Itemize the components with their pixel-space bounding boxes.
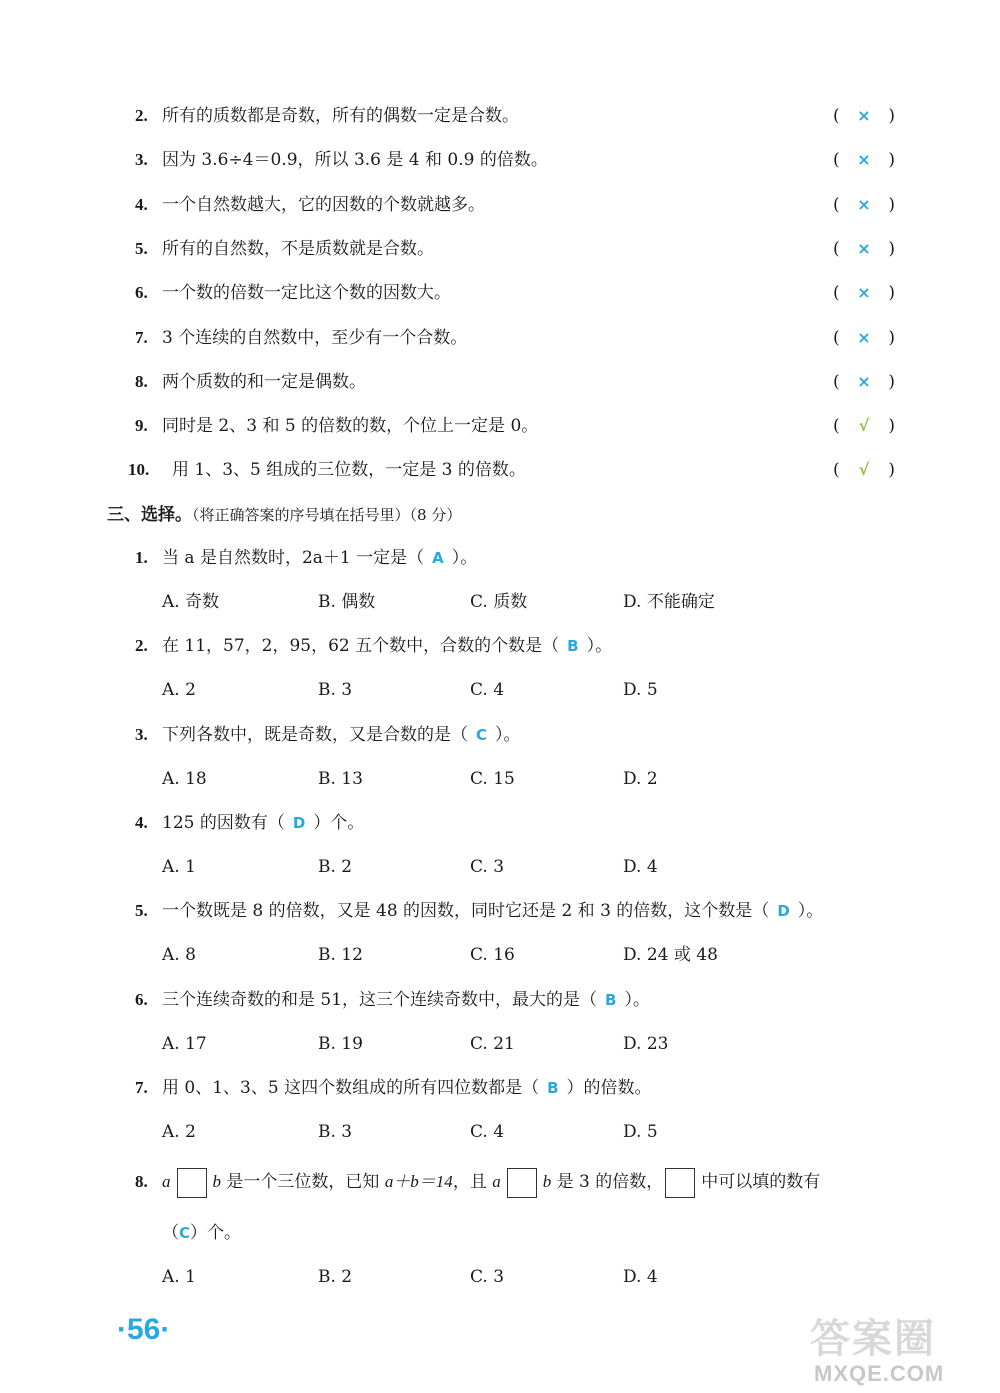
option-c: C. 4 xyxy=(470,680,505,700)
option-d: D. 不能确定 xyxy=(623,592,715,612)
statement-text: 两个质数的和一定是偶数。 xyxy=(162,372,366,392)
left-paren: ( xyxy=(833,372,840,392)
question-text xyxy=(162,720,521,750)
option-b: B. 12 xyxy=(318,945,363,965)
option-d: D. 24 或 48 xyxy=(623,945,718,965)
left-paren: ( xyxy=(833,150,840,170)
section-title: 三、选择。 xyxy=(107,505,192,525)
question-text xyxy=(162,1218,241,1248)
item-number: 2. xyxy=(135,106,148,125)
option-d: D. 23 xyxy=(623,1034,669,1054)
judgment-row xyxy=(0,411,1000,441)
q8-part2: ，且 xyxy=(452,1172,487,1192)
question-text xyxy=(162,631,612,661)
option-a: A. 2 xyxy=(162,1122,196,1142)
item-number: 3. xyxy=(135,150,148,169)
cross-mark-icon: × xyxy=(857,106,871,125)
item-number: 8. xyxy=(135,372,148,391)
question-options xyxy=(0,1117,1000,1147)
question-text xyxy=(162,985,650,1015)
answer-letter: B xyxy=(605,991,617,1009)
right-paren: ) xyxy=(888,283,895,303)
option-b: B. 3 xyxy=(318,1122,353,1142)
blank-box xyxy=(665,1168,695,1198)
question-7 xyxy=(0,1073,1000,1103)
question-1 xyxy=(0,543,1000,573)
cross-mark-icon: × xyxy=(857,372,871,391)
judgment-row xyxy=(0,367,1000,397)
option-c: C. 3 xyxy=(470,857,505,877)
option-b: B. 2 xyxy=(318,857,353,877)
right-paren: ) xyxy=(888,106,895,126)
question-stem-end: ）。 xyxy=(451,548,478,568)
q8-line2-post: ）个。 xyxy=(190,1223,242,1243)
blank-box xyxy=(177,1168,207,1198)
option-a: A. 1 xyxy=(162,1267,196,1287)
question-8-line2 xyxy=(0,1218,1000,1248)
question-3 xyxy=(0,720,1000,750)
option-d: D. 5 xyxy=(623,1122,658,1142)
option-c: C. 4 xyxy=(470,1122,505,1142)
cross-mark-icon: × xyxy=(857,283,871,302)
option-a: A. 8 xyxy=(162,945,196,965)
q8-line2-pre: （ xyxy=(162,1223,179,1243)
question-stem: 一个数既是 8 的倍数，又是 48 的因数，同时它还是 2 和 3 的倍数，这个数是（ xyxy=(162,901,770,921)
cross-mark-icon: × xyxy=(857,239,871,258)
question-stem: 三个连续奇数的和是 51，这三个连续奇数中，最大的是（ xyxy=(162,990,598,1010)
question-stem-end: ）个。 xyxy=(313,813,365,833)
judgment-row xyxy=(0,190,1000,220)
option-a: A. 17 xyxy=(162,1034,207,1054)
question-4 xyxy=(0,808,1000,838)
var-a: a xyxy=(492,1172,501,1191)
cross-mark-icon: × xyxy=(857,195,871,214)
question-text xyxy=(162,543,477,573)
cross-mark-icon: × xyxy=(857,328,871,347)
answer-letter: D xyxy=(777,902,790,920)
right-paren: ) xyxy=(888,328,895,348)
question-number: 4. xyxy=(135,813,148,832)
question-2 xyxy=(0,631,1000,661)
left-paren: ( xyxy=(833,416,840,436)
question-options xyxy=(0,675,1000,705)
section-note: （将正确答案的序号填在括号里）（8 分） xyxy=(192,506,462,524)
question-stem: 下列各数中，既是奇数，又是合数的是（ xyxy=(162,725,468,745)
right-paren: ) xyxy=(888,372,895,392)
question-stem-end: ）。 xyxy=(624,990,650,1010)
option-d: D. 4 xyxy=(623,1267,658,1287)
answer-letter: B xyxy=(567,637,579,655)
statement-text: 因为 3.6÷4＝0.9，所以 3.6 是 4 和 0.9 的倍数。 xyxy=(162,150,548,170)
q8-part1: 是一个三位数，已知 xyxy=(226,1172,380,1192)
question-stem: 当 a 是自然数时，2a＋1 一定是（ xyxy=(162,548,425,568)
question-text xyxy=(162,1167,820,1198)
check-mark-icon: √ xyxy=(858,460,870,479)
judgment-row xyxy=(0,234,1000,264)
left-paren: ( xyxy=(833,239,840,259)
option-b: B. 3 xyxy=(318,680,353,700)
q8-part4: 中可以填的数有 xyxy=(701,1172,821,1192)
question-5 xyxy=(0,896,1000,926)
option-a: A. 奇数 xyxy=(162,592,220,612)
question-stem: 用 0、1、3、5 这四个数组成的所有四位数都是（ xyxy=(162,1078,540,1098)
watermark-text: 答案圈 xyxy=(810,1316,936,1362)
question-6 xyxy=(0,985,1000,1015)
right-paren: ) xyxy=(888,239,895,259)
judgment-row xyxy=(0,278,1000,308)
check-mark-icon: √ xyxy=(858,416,870,435)
statement-text: 用 1、3、5 组成的三位数，一定是 3 的倍数。 xyxy=(172,460,526,480)
q8-equation: a＋b＝14 xyxy=(384,1172,453,1191)
blank-box xyxy=(507,1168,537,1198)
answer-letter: C xyxy=(179,1224,191,1242)
option-a: A. 1 xyxy=(162,857,196,877)
question-number: 8. xyxy=(135,1172,148,1191)
option-c: C. 21 xyxy=(470,1034,515,1054)
left-paren: ( xyxy=(833,460,840,480)
answer-letter: C xyxy=(476,726,488,744)
question-number: 5. xyxy=(135,901,148,920)
question-8-options xyxy=(0,1262,1000,1292)
question-options xyxy=(0,587,1000,617)
option-b: B. 19 xyxy=(318,1034,363,1054)
item-number: 9. xyxy=(135,416,148,435)
cross-mark-icon: × xyxy=(857,150,871,169)
judgment-row xyxy=(0,323,1000,353)
right-paren: ) xyxy=(888,150,895,170)
answer-letter: A xyxy=(432,549,444,567)
right-paren: ) xyxy=(888,195,895,215)
option-d: D. 4 xyxy=(623,857,658,877)
question-stem-end: ）。 xyxy=(495,725,521,745)
question-number: 6. xyxy=(135,990,148,1009)
question-options xyxy=(0,852,1000,882)
answer-letter: D xyxy=(292,814,306,832)
var-b: b xyxy=(542,1172,552,1191)
question-number: 1. xyxy=(135,548,148,567)
section-header xyxy=(107,500,461,530)
question-text xyxy=(162,896,823,926)
question-stem-end: ）的倍数。 xyxy=(566,1078,652,1098)
statement-text: 3 个连续的自然数中，至少有一个合数。 xyxy=(162,328,468,348)
question-stem: 在 11，57，2，95，62 五个数中，合数的个数是（ xyxy=(162,636,560,656)
left-paren: ( xyxy=(833,328,840,348)
question-stem-end: ）。 xyxy=(797,901,824,921)
question-number: 7. xyxy=(135,1078,148,1097)
option-c: C. 15 xyxy=(470,769,515,789)
option-b: B. 偶数 xyxy=(318,592,376,612)
question-stem-end: ）。 xyxy=(586,636,613,656)
option-d: D. 2 xyxy=(623,769,658,789)
left-paren: ( xyxy=(833,106,840,126)
option-a: A. 2 xyxy=(162,680,196,700)
judgment-row xyxy=(0,101,1000,131)
right-paren: ) xyxy=(888,416,895,436)
item-number: 5. xyxy=(135,239,148,258)
left-paren: ( xyxy=(833,283,840,303)
question-number: 2. xyxy=(135,636,148,655)
question-options xyxy=(0,940,1000,970)
left-paren: ( xyxy=(833,195,840,215)
judgment-row xyxy=(0,455,1000,485)
question-8 xyxy=(0,1167,1000,1197)
watermark-url: MXQE.COM xyxy=(814,1361,945,1386)
item-number: 7. xyxy=(135,328,148,347)
item-number: 6. xyxy=(135,283,148,302)
question-options xyxy=(0,1029,1000,1059)
watermark-logo xyxy=(810,1307,990,1387)
option-a: A. 18 xyxy=(162,769,207,789)
question-text xyxy=(162,808,364,838)
statement-text: 一个数的倍数一定比这个数的因数大。 xyxy=(162,283,451,303)
right-paren: ) xyxy=(888,460,895,480)
answer-letter: B xyxy=(547,1079,559,1097)
question-stem: 125 的因数有（ xyxy=(162,813,285,833)
judgment-row xyxy=(0,145,1000,175)
statement-text: 同时是 2、3 和 5 的倍数的数，个位上一定是 0。 xyxy=(162,416,539,436)
option-d: D. 5 xyxy=(623,680,658,700)
statement-text: 所有的质数都是奇数，所有的偶数一定是合数。 xyxy=(162,106,519,126)
option-c: C. 质数 xyxy=(470,592,528,612)
var-a: a xyxy=(162,1172,171,1191)
page-number: ·56· xyxy=(117,1313,171,1346)
option-c: C. 3 xyxy=(470,1267,505,1287)
option-b: B. 2 xyxy=(318,1267,353,1287)
question-number: 3. xyxy=(135,725,148,744)
question-text xyxy=(162,1073,652,1103)
question-options xyxy=(0,764,1000,794)
item-number: 4. xyxy=(135,195,148,214)
option-b: B. 13 xyxy=(318,769,363,789)
statement-text: 所有的自然数，不是质数就是合数。 xyxy=(162,239,434,259)
option-c: C. 16 xyxy=(470,945,515,965)
var-b: b xyxy=(212,1172,221,1191)
statement-text: 一个自然数越大，它的因数的个数就越多。 xyxy=(162,195,485,215)
q8-part3: 是 3 的倍数， xyxy=(556,1172,664,1192)
item-number: 10. xyxy=(128,460,150,479)
